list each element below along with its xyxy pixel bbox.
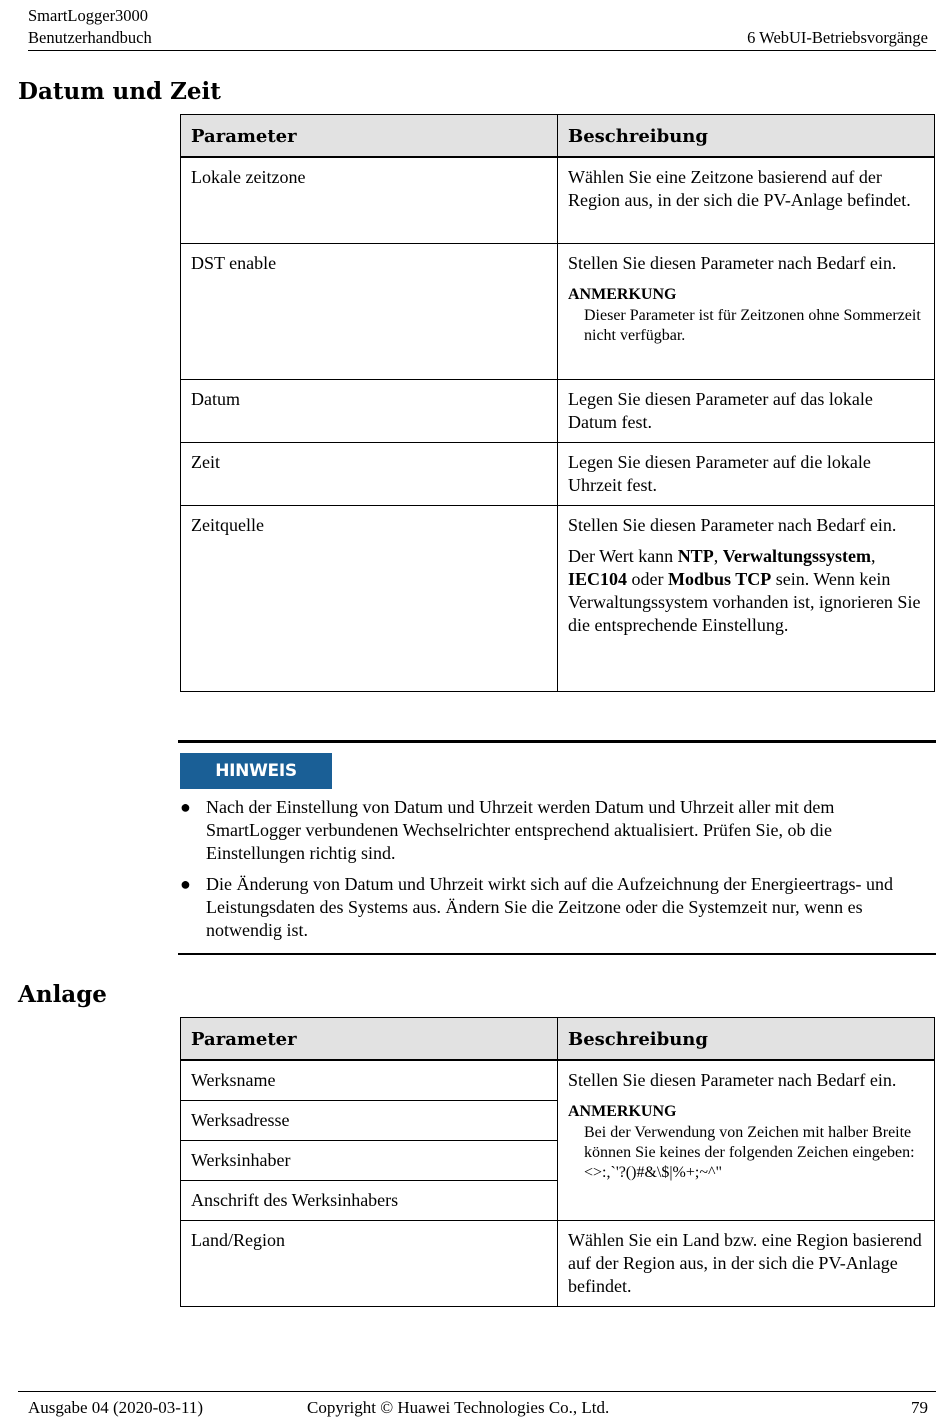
- param-cell: Datum: [181, 379, 558, 442]
- desc-cell: [558, 243, 935, 379]
- value-verwaltungssystem: Verwaltungssystem: [722, 545, 872, 566]
- param-cell: Zeitquelle: [181, 505, 558, 691]
- footer-edition: Ausgabe 04 (2020-03-11): [28, 1398, 203, 1417]
- note-title: ANMERKUNG: [568, 285, 677, 303]
- col-header-parameter: Parameter: [181, 115, 558, 158]
- desc-cell: Wählen Sie ein Land bzw. eine Region basierend auf der Region aus, in der sich die PV-Anlage befindet.: [558, 1221, 935, 1307]
- footer-page-number: 79: [911, 1398, 928, 1417]
- note-body: Bei der Verwendung von Zeichen mit halber Breite können Sie keines der folgenden Zeichen eingeben: <>:,`'?()#&\$|%+;~^": [584, 1124, 915, 1181]
- section-title-datum-zeit: Datum und Zeit: [18, 78, 221, 105]
- param-cell: Werksadresse: [181, 1101, 558, 1141]
- desc-text: Stellen Sie diesen Parameter nach Bedarf ein.: [568, 1070, 897, 1090]
- value-modbus-tcp: Modbus TCP: [668, 568, 772, 589]
- hinweis-box: [178, 740, 936, 955]
- desc-text: Stellen Sie diesen Parameter nach Bedarf ein.: [568, 514, 897, 535]
- table-row: [181, 442, 935, 505]
- table-header-row: [181, 115, 935, 158]
- param-cell: Werksname: [181, 1060, 558, 1101]
- param-cell: Zeit: [181, 442, 558, 505]
- param-cell: Anschrift des Werksinhabers: [181, 1181, 558, 1221]
- anlage-table: [180, 1017, 935, 1307]
- col-header-beschreibung: Beschreibung: [558, 115, 935, 158]
- param-cell: Lokale zeitzone: [181, 157, 558, 243]
- page-header: [28, 6, 936, 51]
- value-ntp: NTP: [677, 545, 714, 566]
- table-row: [181, 1221, 935, 1307]
- footer-copyright: Copyright © Huawei Technologies Co., Ltd.: [307, 1398, 610, 1417]
- hinweis-text: Die Änderung von Datum und Uhrzeit wirkt sich auf die Aufzeichnung der Energieertrags- und Leistungsdaten des Systems aus. Ändern Sie die Zeitzone oder die Systemzeit nur, wenn es notwendig ist.: [206, 874, 893, 940]
- table-row: [181, 1060, 935, 1101]
- value-iec104: IEC104: [568, 568, 628, 589]
- header-product: SmartLogger3000: [28, 6, 149, 25]
- table-header-row: [181, 1018, 935, 1061]
- bullet-icon: ●: [180, 874, 191, 894]
- hinweis-text: Nach der Einstellung von Datum und Uhrzeit werden Datum und Uhrzeit aller mit dem SmartLogger verbundenen Wechselrichter entsprechend aktualisiert. Prüfen Sie, ob die Einstellungen richtig sind.: [206, 797, 835, 863]
- list-item: [178, 796, 928, 865]
- datum-zeit-table: [180, 114, 935, 692]
- desc-cell: [558, 505, 935, 691]
- desc-cell: Wählen Sie eine Zeitzone basierend auf der Region aus, in der sich die PV-Anlage befindet.: [558, 157, 935, 243]
- param-cell: Land/Region: [181, 1221, 558, 1307]
- col-header-beschreibung: Beschreibung: [558, 1018, 935, 1061]
- table-row: [181, 379, 935, 442]
- desc-values-text: Der Wert kann NTP, Verwaltungssystem, IEC104 oder Modbus TCP sein. Wenn kein Verwaltungssystem vorhanden ist, ignorieren Sie die entsprechende Einstellung.: [568, 545, 921, 635]
- page-footer: [18, 1391, 936, 1417]
- hinweis-badge: HINWEIS: [180, 753, 332, 789]
- note-body: Dieser Parameter ist für Zeitzonen ohne Sommerzeit nicht verfügbar.: [584, 306, 921, 344]
- desc-cell: Legen Sie diesen Parameter auf das lokale Datum fest.: [558, 379, 935, 442]
- desc-cell: Legen Sie diesen Parameter auf die lokale Uhrzeit fest.: [558, 442, 935, 505]
- param-cell: DST enable: [181, 243, 558, 379]
- table-row: [181, 243, 935, 379]
- section-title-anlage: Anlage: [18, 981, 107, 1008]
- note-title: ANMERKUNG: [568, 1103, 677, 1120]
- list-item: [178, 873, 928, 942]
- header-manual: Benutzerhandbuch: [28, 28, 152, 47]
- table-row: [181, 157, 935, 243]
- header-chapter: 6 WebUI-Betriebsvorgänge: [747, 28, 928, 47]
- desc-text: Stellen Sie diesen Parameter nach Bedarf ein.: [568, 252, 897, 273]
- table-row: [181, 505, 935, 691]
- param-cell: Werksinhaber: [181, 1141, 558, 1181]
- bullet-icon: ●: [180, 797, 191, 817]
- col-header-parameter: Parameter: [181, 1018, 558, 1061]
- desc-cell: [558, 1060, 935, 1221]
